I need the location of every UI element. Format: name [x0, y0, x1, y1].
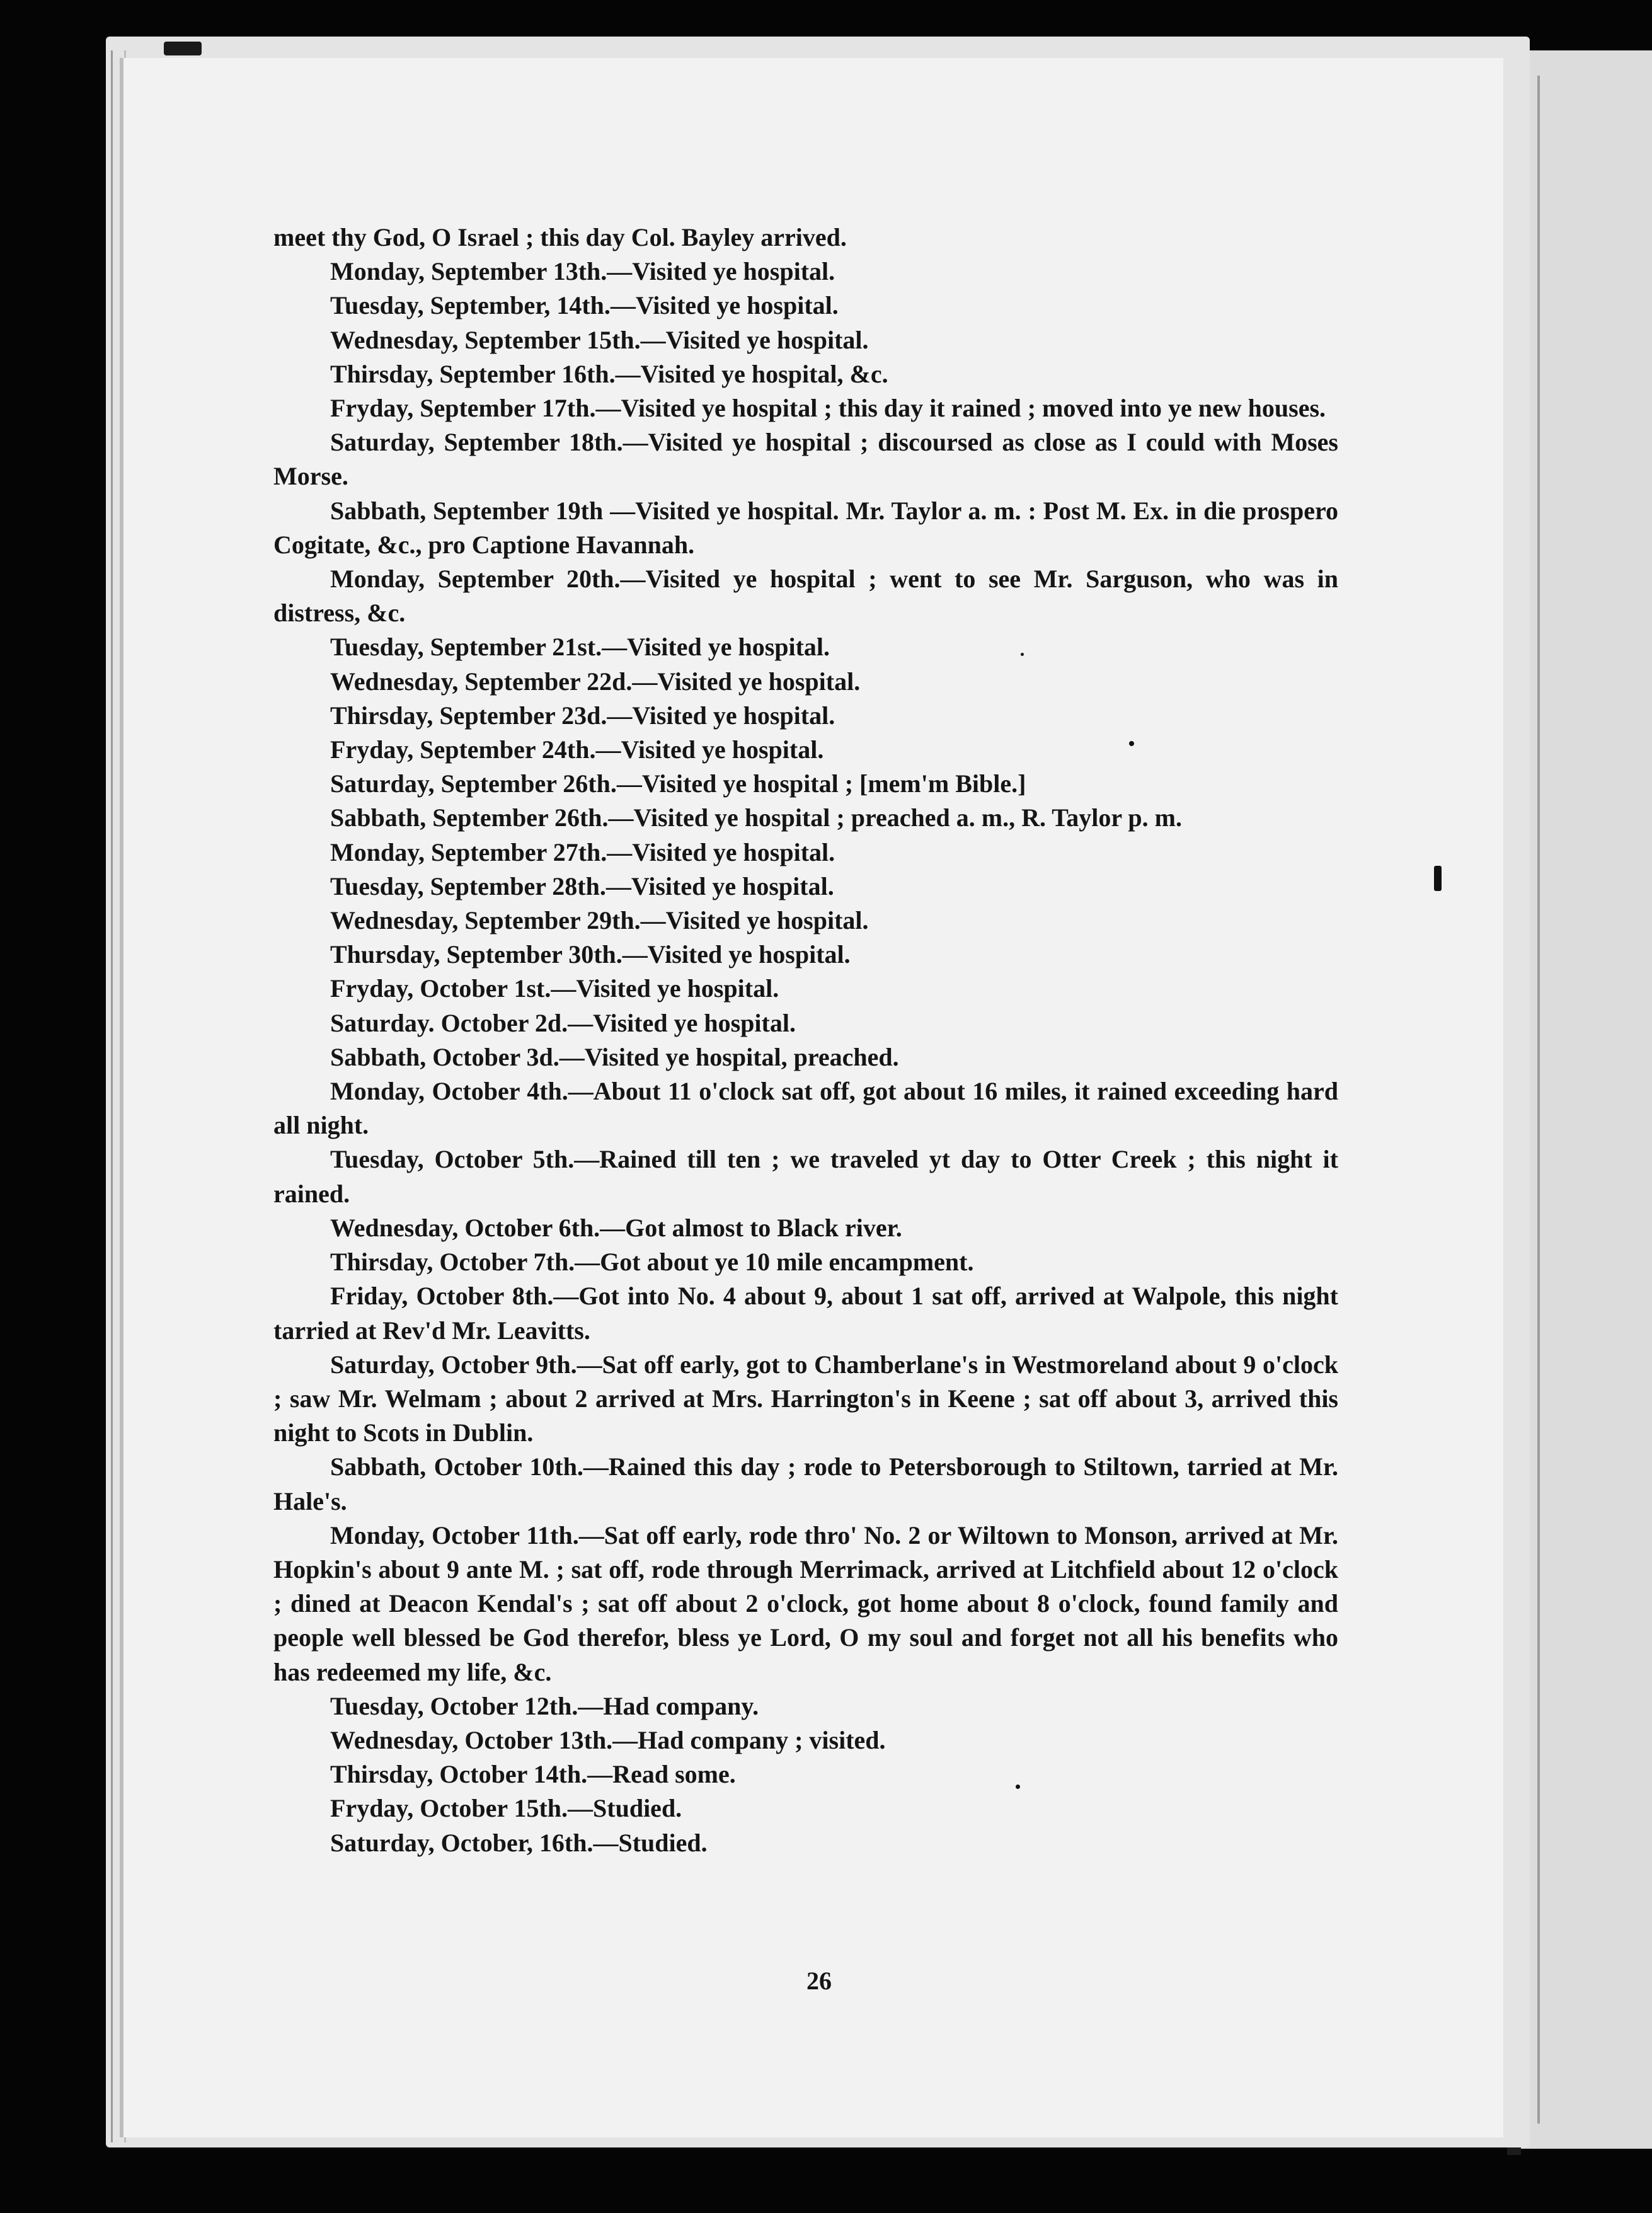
diary-entry: Sabbath, September 26th.—Visited ye hospital ; preached a. m., R. Taylor p. m. — [330, 803, 1182, 832]
diary-entry: Wednesday, September 22d.—Visited ye hospital. — [330, 667, 861, 696]
diary-entry: Wednesday, September 29th.—Visited ye hospital. — [330, 906, 869, 935]
diary-entry: Thirsday, September 16th.—Visited ye hospital, &c. — [330, 359, 888, 388]
diary-entry: Fryday, October 15th.—Studied. — [330, 1794, 682, 1823]
ink-speck — [1434, 866, 1442, 891]
ink-speck — [1129, 741, 1134, 746]
diary-entry: Fryday, September 24th.—Visited ye hospital. — [330, 735, 824, 764]
diary-entry: Thursday, September 30th.—Visited ye hospital. — [330, 940, 851, 969]
diary-entry: Monday, October 11th.—Sat off early, rode thro' No. 2 or Wiltown to Monson, arrived at Mr. Hopkin's about 9 ante M. ; sat off, rode through Merrimack, arrived at Litchfield about 12 o'clock ; dined at Deacon Kendal's ; sat off about 2 o'clock, got home about 8 o'clock, found family and people well blessed be God therefor, bless ye Lord, O my soul and forget not all his benefits who has redeemed my life, &c. — [273, 1520, 1338, 1686]
diary-entry: Monday, October 4th.—About 11 o'clock sat off, got about 16 miles, it rained exceeding hard all night. — [273, 1077, 1338, 1140]
diary-entry: Fryday, September 17th.—Visited ye hospital ; this day it rained ; moved into ye new houses. — [330, 394, 1326, 423]
diary-entry: Saturday, October 9th.—Sat off early, got to Chamberlane's in Westmoreland about 9 o'clock ; saw Mr. Welmam ; about 2 arrived at Mrs. Harrington's in Keene ; sat off about 3, arrived this night to Scots in Dublin. — [273, 1350, 1338, 1447]
adjacent-page-line — [1537, 76, 1540, 2124]
diary-entry: Tuesday, September 21st.—Visited ye hospital. — [330, 633, 830, 662]
diary-entry: Monday, September 20th.—Visited ye hospital ; went to see Mr. Sarguson, who was in distress, &c. — [273, 565, 1338, 628]
page-number: 26 — [806, 1967, 832, 1995]
diary-entry: Monday, September 27th.—Visited ye hospital. — [330, 837, 835, 866]
diary-entry: Wednesday, October 6th.—Got almost to Black river. — [330, 1213, 902, 1242]
ink-speck — [1021, 653, 1024, 656]
diary-entry: Sabbath, September 19th —Visited ye hospital. Mr. Taylor a. m. : Post M. Ex. in die prospero Cogitate, &c., pro Captione Havannah. — [273, 496, 1338, 559]
diary-entry: Saturday, October, 16th.—Studied. — [330, 1828, 708, 1857]
ink-speck — [1016, 1785, 1020, 1789]
adjacent-page-edge — [1512, 50, 1652, 2149]
diary-entry: Monday, September 13th.—Visited ye hospital. — [330, 257, 835, 286]
binding-tab — [164, 42, 202, 55]
diary-entry: Tuesday, October 12th.—Had company. — [330, 1691, 759, 1720]
diary-entry: Tuesday, October 5th.—Rained till ten ; we traveled yt day to Otter Creek ; this night it rained. — [273, 1145, 1338, 1208]
diary-entry: Sabbath, October 10th.—Rained this day ; rode to Petersborough to Stiltown, tarried at Mr. Hale's. — [273, 1452, 1338, 1515]
diary-entry: Thirsday, October 14th.—Read some. — [330, 1760, 736, 1789]
diary-entry: Thirsday, September 23d.—Visited ye hospital. — [330, 701, 835, 730]
diary-entry: Tuesday, September 28th.—Visited ye hospital. — [330, 871, 834, 900]
diary-entry: Saturday, September 26th.—Visited ye hospital ; [mem'm Bible.] — [330, 769, 1026, 798]
diary-entry: Friday, October 8th.—Got into No. 4 about 9, about 1 sat off, arrived at Walpole, this night tarried at Rev'd Mr. Leavitts. — [273, 1282, 1338, 1345]
diary-entry: meet thy God, O Israel ; this day Col. Bayley arrived. — [273, 223, 847, 251]
diary-entry: Wednesday, October 13th.—Had company ; visited. — [330, 1725, 886, 1754]
diary-entry: Tuesday, September, 14th.—Visited ye hospital. — [330, 291, 839, 320]
diary-entry: Fryday, October 1st.—Visited ye hospital. — [330, 974, 779, 1003]
diary-entry: Sabbath, October 3d.—Visited ye hospital, preached. — [330, 1042, 899, 1071]
diary-entry: Saturday, September 18th.—Visited ye hospital ; discoursed as close as I could with Moses Morse. — [273, 428, 1338, 491]
diary-entry: Saturday. October 2d.—Visited ye hospital. — [330, 1008, 796, 1037]
diary-entry: Wednesday, September 15th.—Visited ye hospital. — [330, 325, 869, 354]
diary-entry: Thirsday, October 7th.—Got about ye 10 mile encampment. — [330, 1248, 974, 1277]
diary-text — [273, 221, 1338, 1860]
